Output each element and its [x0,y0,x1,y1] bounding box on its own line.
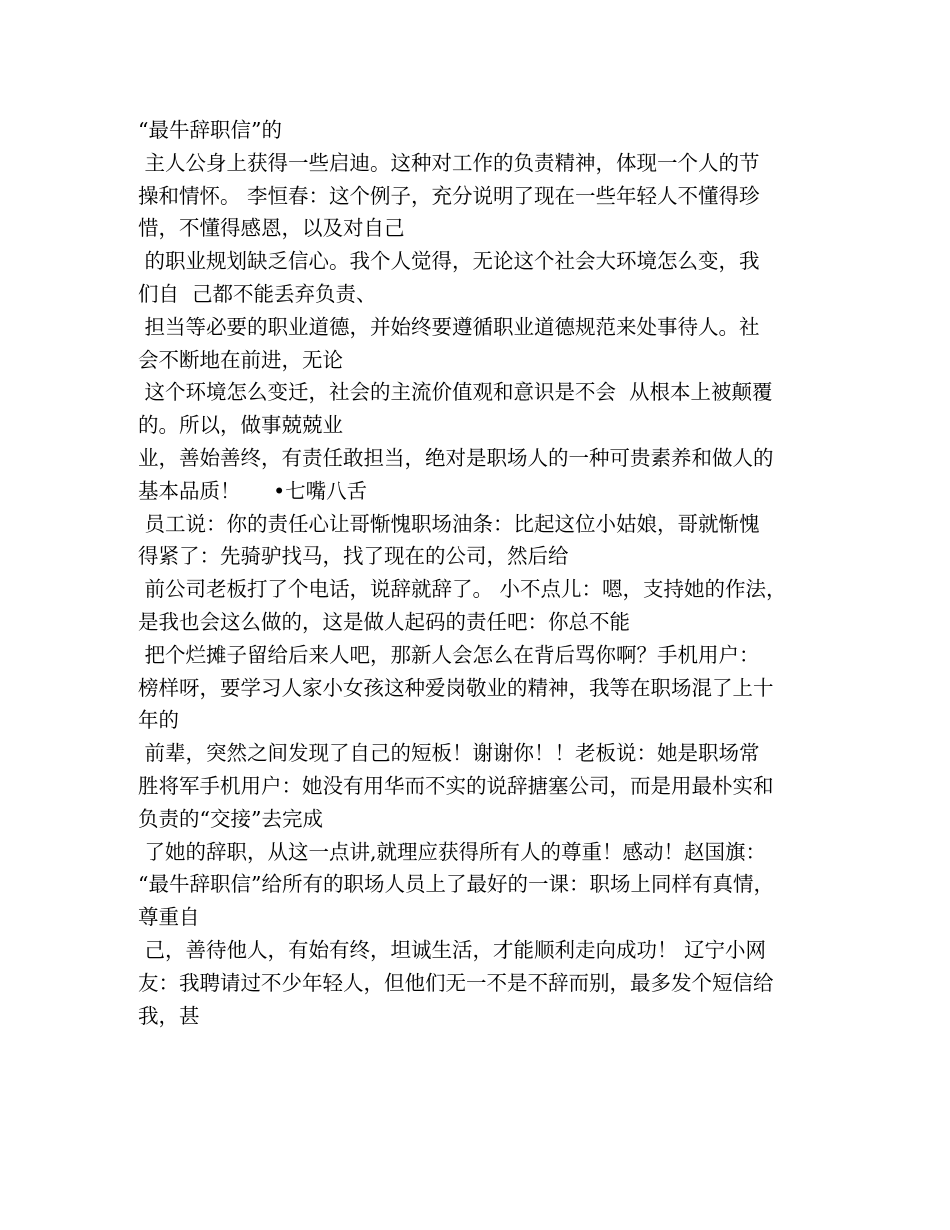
text-line: 胜将军手机用户：她没有用华而不实的说辞搪塞公司，而是用最朴实和 [138,773,774,798]
text-line: “最牛辞职信”给所有的职场人员上了最好的一课：职场上同样有真情， [138,872,774,897]
text-line: 友：我聘请过不少年轻人，但他们无一不是不辞而别，最多发个短信给 [138,970,774,995]
text-line: 的。所以，做事兢兢业 [138,413,343,438]
text-line: 尊重自 [138,905,200,930]
text-line: 前辈，突然之间发现了自己的短板！谢谢你！！老板说：她是职场常 [138,741,760,766]
text-line: “最牛辞职信”的 [138,118,282,142]
text-line: 业，善始善终，有责任敢担当，绝对是职场人的一种可贵素养和做人的 [138,445,774,470]
text-line: 的职业规划缺乏信心。我个人觉得，无论这个社会大环境怎么变，我 [138,249,760,274]
text-line: 这个环境怎么变迁，社会的主流价值观和意识是不会 从根本上被颠覆 [138,380,773,405]
text-line: 把个烂摊子留给后来人吧，那新人会怎么在背后骂你啊？手机用户： [138,642,760,667]
text-line: 榜样呀，要学习人家小女孩这种爱岗敬业的精神，我等在职场混了上十 [138,675,774,700]
text-line: 己，善待他人，有始有终，坦诚生活，才能顺利走向成功！ 辽宁小网 [138,937,767,962]
text-line: 我，甚 [138,1003,200,1028]
text-line: 操和情怀。 李恒春：这个例子，充分说明了现在一些年轻人不懂得珍 [138,183,760,208]
text-line: 了她的辞职，从这一点讲,就理应获得所有人的尊重！感动！赵国旗： [138,839,767,864]
text-line: 员工说：你的责任心让哥惭愧职场油条：比起这位小姑娘，哥就惭愧 [138,511,760,536]
text-line: 前公司老板打了个电话，说辞就辞了。 小不点儿：嗯，支持她的作法， [138,577,787,602]
text-line: 得紧了：先骑驴找马，找了现在的公司，然后给 [138,544,569,569]
text-line: 负责的“交接”去完成 [138,806,323,831]
text-line: 担当等必要的职业道德，并始终要遵循职业道德规范来处事待人。社 [138,314,760,339]
text-line: 基本品质！ •七嘴八舌 [138,478,368,503]
text-line: 主人公身上获得一些启迪。这种对工作的负责精神，体现一个人的节 [138,150,760,175]
text-line: 年的 [138,708,179,733]
text-line: 是我也会这么做的，这是做人起码的责任吧：你总不能 [138,609,630,634]
text-line: 惜，不懂得感恩，以及对自己 [138,216,405,241]
text-line: 会不断地在前进，无论 [138,347,343,372]
body-text [138,114,818,1032]
text-line: 们自 己都不能丢弃负责、 [138,281,377,306]
